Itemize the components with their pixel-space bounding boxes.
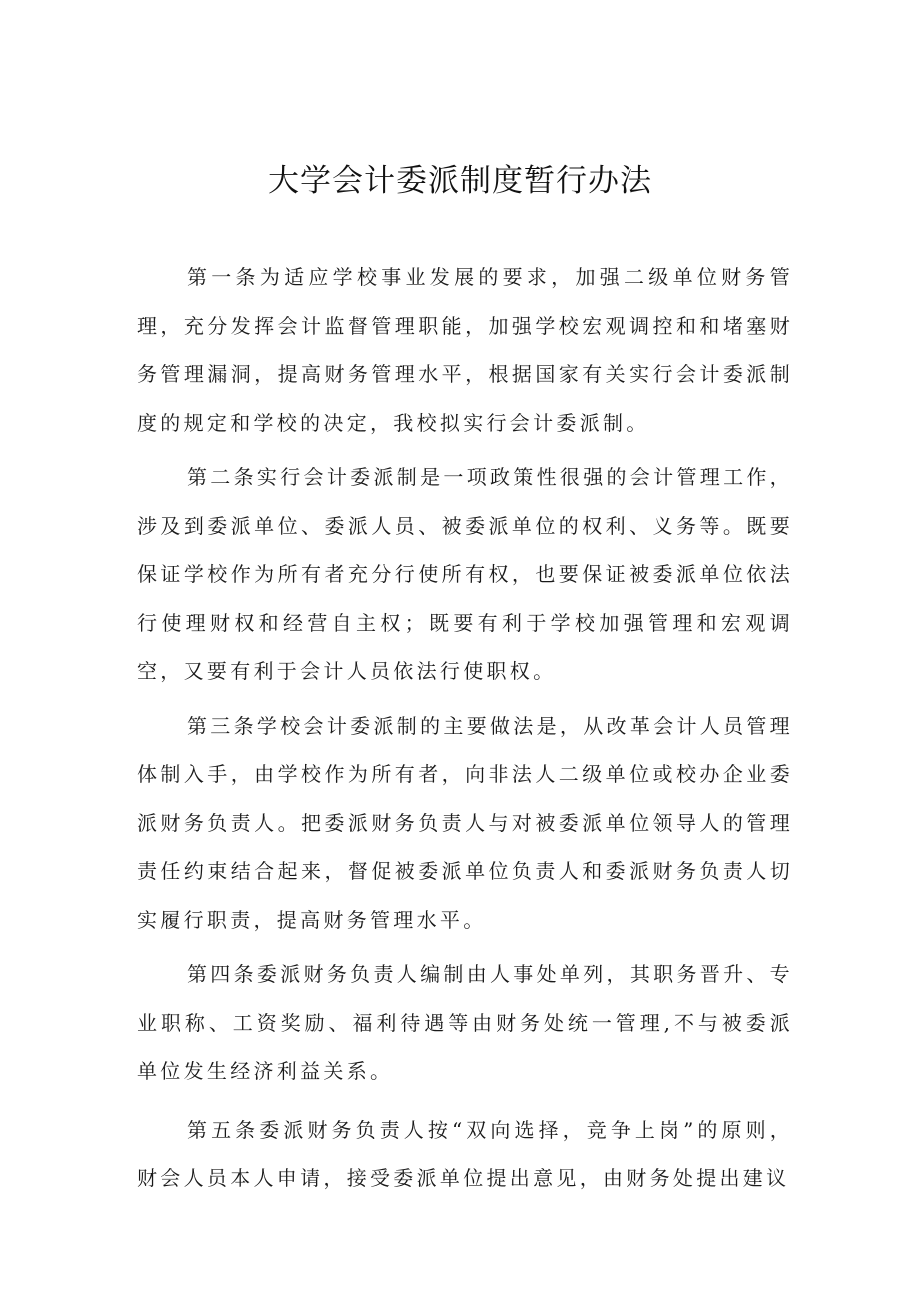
document-title: 大学会计委派制度暂行办法 bbox=[268, 163, 652, 199]
article-3-paragraph: 第三条学校会计委派制的主要做法是，从改革会计人员管理体制入手，由学校作为所有者，向非法人二级单位或校办企业委派财务负责人。把委派财务负责人与对被委派单位领导人的管理责任约束结合起来，督促被委派单位负责人和委派财务负责人切实履行职责，提高财务管理水平。 bbox=[137, 713, 793, 932]
article-5-paragraph: 第五条委派财务负责人按“双向选择，竞争上岗”的原则，财会人员本人申请，接受委派单位提出意见，由财务处提出建议 bbox=[137, 1117, 793, 1190]
article-1-paragraph: 第一条为适应学校事业发展的要求，加强二级单位财务管理，充分发挥会计监督管理职能，加强学校宏观调控和和堵塞财务管理漏洞，提高财务管理水平，根据国家有关实行会计委派制度的规定和学校的决定，我校拟实行会计委派制。 bbox=[137, 265, 793, 435]
document-body bbox=[137, 253, 793, 1209]
article-2-paragraph: 第二条实行会计委派制是一项政策性很强的会计管理工作，涉及到委派单位、委派人员、被委派单位的权利、义务等。既要保证学校作为所有者充分行使所有权，也要保证被委派单位依法行使理财权和经营自主权；既要有利于学校加强管理和宏观调空，又要有利于会计人员依法行使职权。 bbox=[137, 465, 793, 683]
article-4-paragraph: 第四条委派财务负责人编制由人事处单列，其职务晋升、专业职称、工资奖励、福利待遇等由财务处统一管理,不与被委派单位发生经济利益关系。 bbox=[137, 962, 793, 1083]
